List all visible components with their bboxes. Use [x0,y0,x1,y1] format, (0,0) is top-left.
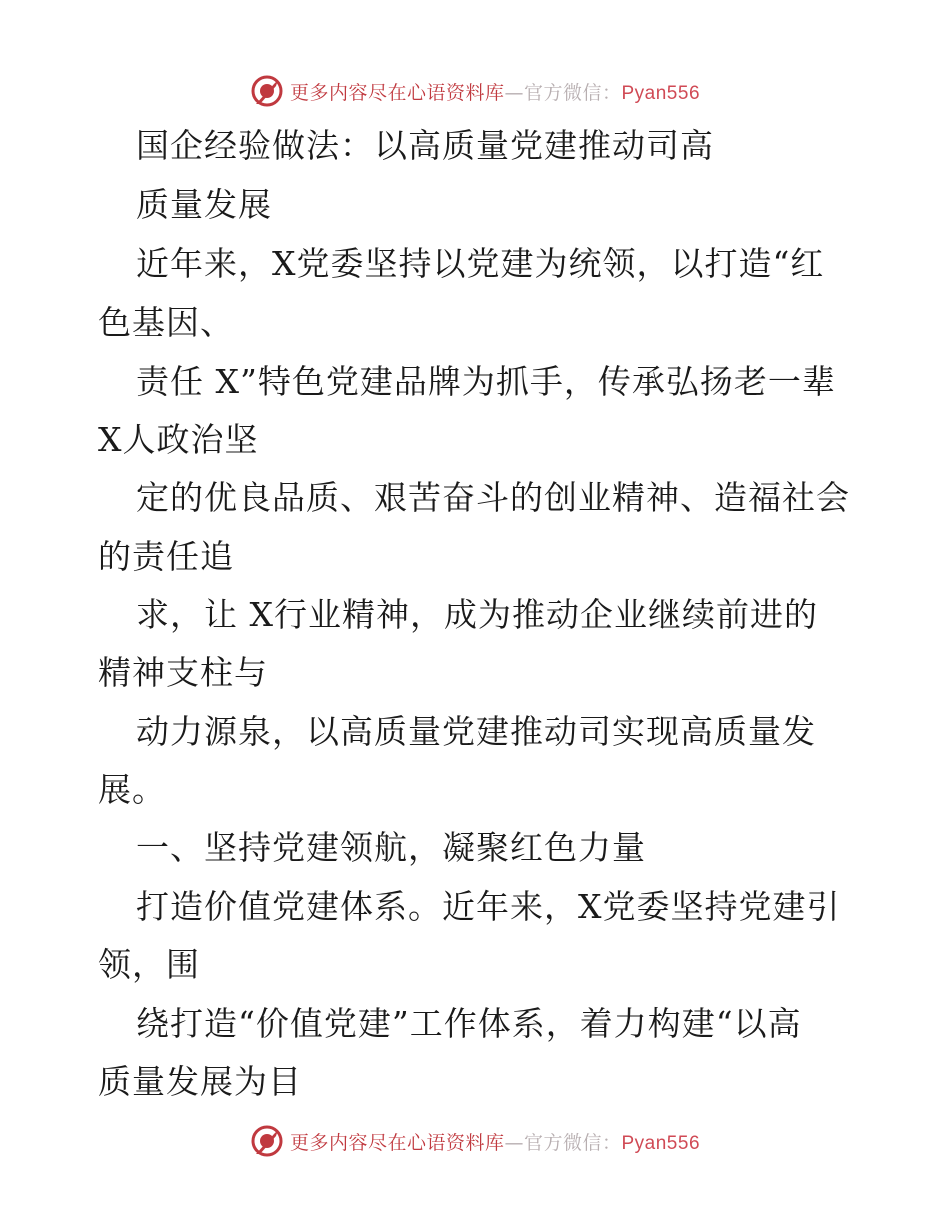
paragraph-line: 精神支柱与 [98,653,268,692]
document-title-line: 国企经验做法：以高质量党建推动司高 [136,126,714,165]
paragraph-line: 责任 X”特色党建品牌为抓手，传承弘扬老一辈 [136,362,836,401]
paragraph-line: 打造价值党建体系。近年来，X党委坚持党建引 [136,887,841,926]
paragraph-line: X人政治坚 [98,420,259,459]
watermark-id: Pyan556 [621,82,701,104]
paragraph-line: 近年来，X党委坚持以党建为统领，以打造“红 [136,244,825,283]
paragraph-line: 定的优良品质、艰苦奋斗的创业精神、造福社会 [136,478,850,517]
footer-watermark [0,1121,950,1161]
paragraph-line: 求，让 X行业精神，成为推动企业继续前进的 [136,595,818,634]
quill-logo-icon [250,1124,284,1158]
document-title-line: 质量发展 [136,185,272,224]
watermark-separator: — [504,1131,524,1154]
watermark-separator: — [504,81,524,104]
watermark-text [290,1128,700,1155]
watermark-id: Pyan556 [621,1132,701,1154]
watermark-site: 更多内容尽在心语资料库 [289,81,505,104]
section-heading: 一、坚持党建领航，凝聚红色力量 [136,828,646,867]
paragraph-line: 的责任追 [98,537,234,576]
paragraph-line: 领，围 [98,945,200,984]
watermark-label: 官方微信： [523,81,622,104]
watermark-site: 更多内容尽在心语资料库 [289,1131,505,1154]
paragraph-line: 动力源泉，以高质量党建推动司实现高质量发 [136,712,816,751]
paragraph-line: 绕打造“价值党建”工作体系，着力构建“以高 [136,1004,802,1043]
paragraph-line: 展。 [98,770,166,809]
paragraph-line: 质量发展为目 [98,1062,302,1101]
paragraph-line: 色基因、 [98,303,234,342]
watermark-label: 官方微信： [523,1131,622,1154]
